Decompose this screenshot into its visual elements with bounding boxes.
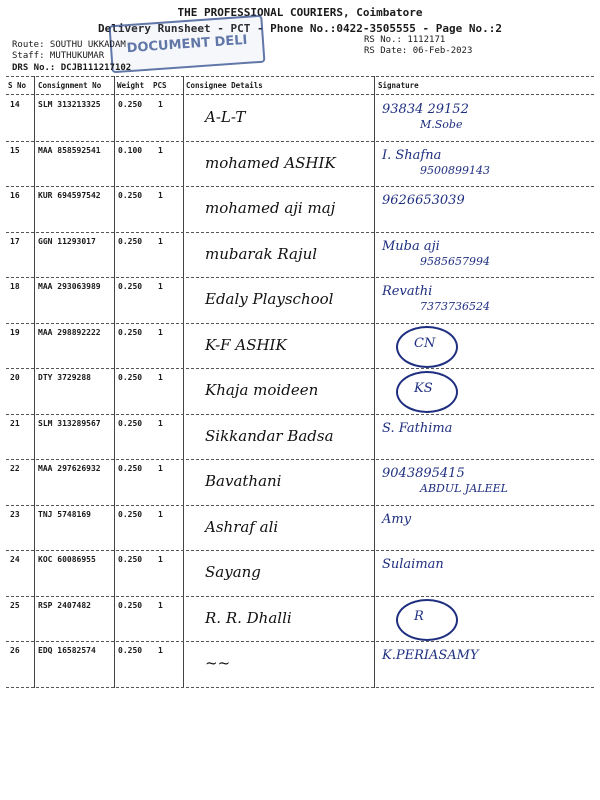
row-consignee: Sikkandar Badsa [205,426,334,445]
row-signature: CN [414,335,436,351]
row-consignment: MAA 293063989 [38,282,101,291]
row-signature: I. Shafna [382,147,442,163]
row-weight: 0.250 [118,600,143,610]
row-divider [6,141,594,142]
row-consignment: SLM 313213325 [38,100,101,109]
row-pcs: 1 [158,646,163,655]
col-header-consignment: Consignment No [38,81,102,90]
staff-label: Staff: MUTHUKUMAR [12,51,105,61]
row-divider [6,550,594,551]
row-sno: 24 [10,555,20,564]
row-pcs: 1 [158,100,163,109]
rs-number: RS No.: 1112171 [364,35,446,45]
row-sno: 19 [10,327,20,337]
row-signature-extra: ABDUL JALEEL [420,482,508,495]
row-divider [6,641,594,642]
row-signature-extra: M.Sobe [420,118,463,131]
row-sno: 26 [10,646,20,655]
row-pcs: 1 [158,282,163,291]
drs-number: DRS No.: DCJB111217102 [12,63,132,73]
row-weight: 0.250 [118,327,143,337]
rs-date: RS Date: 06-Feb-2023 [364,46,473,56]
col-header-signature: Signature [378,81,419,90]
row-weight: 0.250 [118,509,143,519]
header-bottom-rule [6,94,594,95]
row-consignment: KUR 694597542 [38,191,101,200]
row-divider [6,687,594,688]
row-divider [6,596,594,597]
row-consignee: K-F ASHIK [205,335,287,354]
row-signature: KS [414,381,433,396]
row-pcs: 1 [158,373,163,382]
row-signature: Amy [382,511,412,527]
row-pcs: 1 [158,555,163,564]
row-sno: 16 [10,191,20,200]
row-consignee: Bavathani [205,472,282,490]
stamp: DOCUMENT DELI [109,15,266,74]
row-weight: 0.250 [118,282,143,291]
row-weight: 0.250 [118,418,143,428]
row-consignment: KOC 60086955 [38,555,96,564]
row-consignment: MAA 298892222 [38,327,101,337]
row-divider [6,232,594,233]
row-signature: 9626653039 [382,193,465,208]
signature-scribble [396,599,458,641]
row-signature: Sulaiman [382,557,444,572]
row-consignee: Khaja moideen [205,381,319,399]
row-consignee: Ashraf ali [205,517,279,536]
row-divider [6,323,594,324]
row-pcs: 1 [158,145,163,155]
row-weight: 0.250 [118,646,143,655]
row-divider [6,368,594,369]
row-consignee: mubarak Rajul [205,244,318,263]
row-consignment: TNJ 5748169 [38,509,91,519]
row-weight: 0.250 [118,236,143,246]
row-consignment: MAA 858592541 [38,145,101,155]
row-divider [6,277,594,278]
row-weight: 0.250 [118,191,143,200]
row-sno: 17 [10,236,20,246]
row-sno: 22 [10,464,20,473]
row-signature: S. Fathima [382,420,453,436]
row-sno: 23 [10,509,20,519]
row-sno: 20 [10,373,20,382]
row-consignee: mohamed ASHIK [205,153,336,172]
row-consignee: Edaly Playschool [205,290,334,308]
col-header-sno: S No [8,81,27,90]
row-pcs: 1 [158,464,163,473]
col-header-pcs: PCS [153,81,167,90]
row-weight: 0.250 [118,373,143,382]
row-consignment: MAA 297626932 [38,464,101,473]
col-header-consignee: Consignee Details [186,81,263,90]
row-consignment: GGN 11293017 [38,236,96,246]
row-consignment: DTY 3729288 [38,373,91,382]
row-consignee: A-L-T [205,108,246,126]
row-weight: 0.250 [118,100,143,109]
row-pcs: 1 [158,600,163,610]
row-pcs: 1 [158,509,163,519]
row-divider [6,186,594,187]
row-divider [6,459,594,460]
row-divider [6,505,594,506]
row-consignment: SLM 313289567 [38,418,101,428]
row-signature: K.PERIASAMY [382,648,479,663]
row-signature-extra: 9500899143 [420,163,490,177]
row-divider [6,414,594,415]
row-sno: 21 [10,418,20,428]
row-signature: Revathi [382,284,433,299]
row-signature-extra: 7373736524 [420,300,490,313]
col-header-weight: Weight [117,81,145,90]
page-subtitle: Delivery Runsheet - PCT - Phone No.:0422-3505555 - Page No.:2 [98,22,502,35]
row-signature: 9043895415 [382,466,465,481]
row-consignment: RSP 2407482 [38,600,91,610]
row-sno: 14 [10,100,20,109]
row-signature-extra: 9585657994 [420,254,490,268]
row-weight: 0.250 [118,555,143,564]
row-pcs: 1 [158,327,163,337]
row-signature: 93834 29152 [382,102,469,117]
row-consignee: Sayang [205,563,261,581]
row-pcs: 1 [158,418,163,428]
row-consignee: ~~ [205,654,231,672]
row-consignee: R. R. Dhalli [205,608,292,627]
row-sno: 15 [10,145,20,155]
row-weight: 0.100 [118,145,143,155]
row-pcs: 1 [158,191,163,200]
row-sno: 25 [10,600,20,610]
row-consignee: mohamed aji maj [205,199,336,217]
row-consignment: EDQ 16582574 [38,646,96,655]
row-pcs: 1 [158,236,163,246]
route-label: Route: SOUTHU UKKADAM [12,40,126,50]
row-signature: Muba aji [382,238,440,254]
page-title: THE PROFESSIONAL COURIERS, Coimbatore [177,6,423,19]
header-top-rule [6,76,594,77]
row-sno: 18 [10,282,20,291]
row-signature: R [414,608,424,624]
row-weight: 0.250 [118,464,143,473]
